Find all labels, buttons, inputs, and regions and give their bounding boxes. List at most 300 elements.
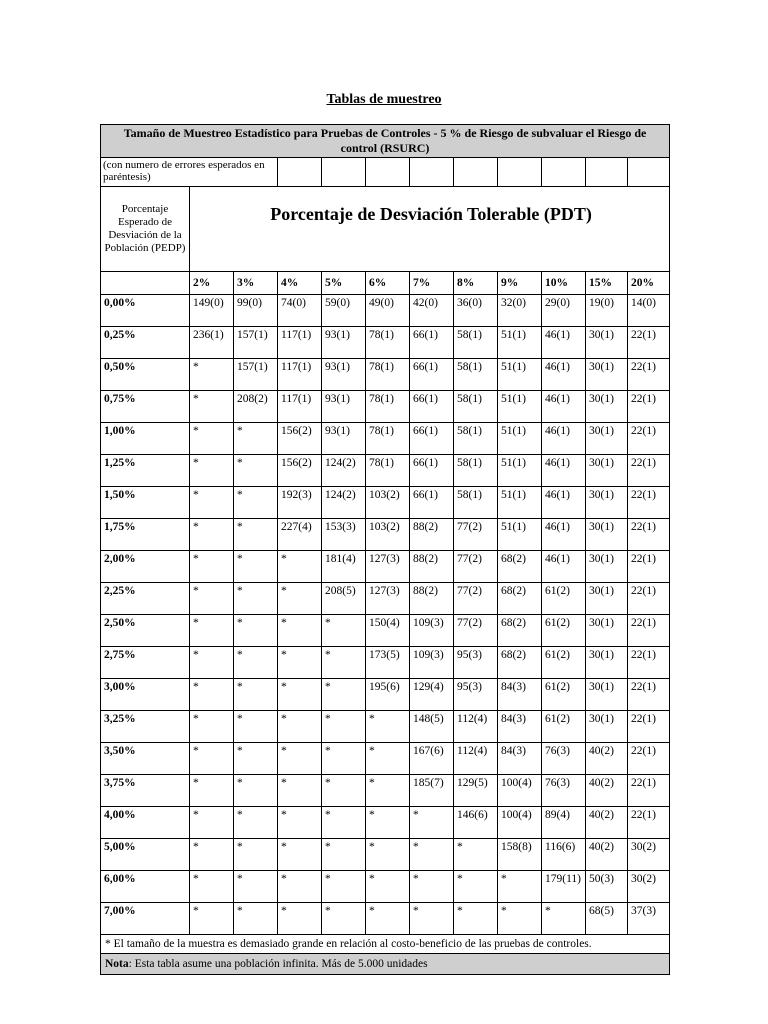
table-cell [366,647,410,679]
table-row [101,391,670,423]
cell-value: * [193,361,199,373]
cell-value: 77(2) [457,553,482,565]
table-cell [498,871,542,903]
table-cell [366,551,410,583]
empty-cell [366,158,410,187]
table-cell [498,487,542,519]
table-cell [190,519,234,551]
table-cell [322,487,366,519]
table-cell [628,583,670,615]
cell-value: * [237,905,243,917]
table-cell [190,679,234,711]
table-cell [278,583,322,615]
cell-value: * [237,617,243,629]
cell-value: 129(5) [457,777,488,789]
cell-value: * [193,713,199,725]
table-cell [366,487,410,519]
cell-value: 103(2) [369,489,400,501]
cell-value: 192(3) [281,489,312,501]
cell-value: 22(1) [631,809,656,821]
table-cell [498,903,542,935]
table-cell [366,519,410,551]
table-cell [628,519,670,551]
table-cell [628,711,670,743]
table-cell [454,583,498,615]
table-cell [190,295,234,327]
table-cell [322,839,366,871]
table-cell [454,295,498,327]
table-cell [586,583,628,615]
table-cell [628,551,670,583]
table-cell [190,743,234,775]
table-cell [454,551,498,583]
table-cell [322,295,366,327]
table-cell [278,807,322,839]
cell-value: * [193,585,199,597]
cell-value: 58(1) [457,489,482,501]
cell-value: 30(1) [589,617,614,629]
row-label: 1,25% [101,455,190,487]
empty-cell [410,158,454,187]
table-cell [322,359,366,391]
cell-value: 78(1) [369,457,394,469]
cell-value: 46(1) [545,489,570,501]
empty-cell [498,158,542,187]
cell-value: * [281,809,287,821]
cell-value: 99(0) [237,297,262,309]
cell-value: 30(1) [589,329,614,341]
table-cell [542,583,586,615]
row-label: 2,75% [101,647,190,679]
table-cell [542,455,586,487]
table-cell [586,679,628,711]
table-cell [454,807,498,839]
table-cell [542,327,586,359]
page-title: Tablas de muestreo [326,92,442,107]
table-cell [322,423,366,455]
cell-value: 46(1) [545,521,570,533]
cell-value: 51(1) [501,361,526,373]
table-cell [322,647,366,679]
cell-value: 46(1) [545,393,570,405]
cell-value: 58(1) [457,425,482,437]
cell-value: * [193,649,199,661]
table-cell [366,295,410,327]
cell-value: * [193,873,199,885]
cell-value: 127(3) [369,585,400,597]
cell-value: 58(1) [457,329,482,341]
cell-value: 208(5) [325,585,356,597]
table-cell [586,903,628,935]
cell-value: * [193,393,199,405]
cell-value: * [457,873,463,885]
table-cell [586,359,628,391]
table-cell [322,743,366,775]
table-cell [366,391,410,423]
cell-value: 185(7) [413,777,444,789]
cell-value: 59(0) [325,297,350,309]
empty-cell [542,158,586,187]
table-cell [498,775,542,807]
cell-value: * [325,809,331,821]
cell-value: 30(1) [589,393,614,405]
cell-value: 46(1) [545,553,570,565]
table-row [101,583,670,615]
cell-value: 103(2) [369,521,400,533]
cell-value: 30(2) [631,873,656,885]
cell-value: * [501,873,507,885]
cell-value: 22(1) [631,425,656,437]
cell-value: 173(5) [369,649,400,661]
cell-value: 181(4) [325,553,356,565]
cell-value: * [325,841,331,853]
cell-value: 46(1) [545,425,570,437]
table-cell [278,743,322,775]
cell-value: * [237,809,243,821]
table-cell [234,359,278,391]
cell-value: * [281,745,287,757]
table-cell [234,519,278,551]
footnote-row [101,935,670,954]
table-row [101,679,670,711]
nota-text: : Esta tabla asume una población infinita. Más de 5.000 unidades [128,958,428,970]
row-label: 2,00% [101,551,190,583]
cell-value: 61(2) [545,585,570,597]
table-cell [410,743,454,775]
table-cell [366,743,410,775]
cell-value: * [281,873,287,885]
empty-cell [101,272,190,295]
table-row [101,519,670,551]
table-cell [322,391,366,423]
table-cell [366,903,410,935]
cell-value: 46(1) [545,361,570,373]
column-header: 7% [410,272,454,295]
table-cell [498,327,542,359]
row-label: 1,00% [101,423,190,455]
table-cell [454,871,498,903]
cell-value: 93(1) [325,329,350,341]
cell-value: 40(2) [589,745,614,757]
table-cell [366,807,410,839]
table-cell [410,615,454,647]
cell-value: * [237,777,243,789]
row-label: 0,00% [101,295,190,327]
table-cell [410,807,454,839]
table-cell [628,615,670,647]
table-cell [278,295,322,327]
table-row [101,295,670,327]
table-row [101,487,670,519]
table-cell [234,871,278,903]
cell-value: 22(1) [631,617,656,629]
empty-cell [454,158,498,187]
table-cell [498,583,542,615]
cell-value: * [237,745,243,757]
table-cell [542,839,586,871]
table-cell [322,711,366,743]
table-cell [322,327,366,359]
table-cell [234,903,278,935]
table-cell [498,711,542,743]
cell-value: * [193,905,199,917]
row-label: 1,50% [101,487,190,519]
table-cell [410,903,454,935]
cell-value: 46(1) [545,457,570,469]
cell-value: * [237,425,243,437]
cell-value: * [281,681,287,693]
cell-value: 167(6) [413,745,444,757]
table-cell [234,839,278,871]
table-cell [322,455,366,487]
table-cell [628,743,670,775]
table-cell [586,391,628,423]
table-cell [586,615,628,647]
cell-value: 68(2) [501,649,526,661]
cell-value: * [281,713,287,725]
cell-value: 66(1) [413,361,438,373]
cell-value: * [237,521,243,533]
cell-value: 78(1) [369,329,394,341]
cell-value: 22(1) [631,777,656,789]
table-cell [628,871,670,903]
cell-value: 129(4) [413,681,444,693]
table-cell [278,903,322,935]
table-cell [410,359,454,391]
nota-row [101,954,670,975]
table-cell [542,551,586,583]
table-cell [628,391,670,423]
cell-value: 61(2) [545,681,570,693]
table-cell [586,551,628,583]
table-cell [454,743,498,775]
cell-value: 22(1) [631,681,656,693]
table-cell [628,295,670,327]
table-cell [190,551,234,583]
table-cell [190,839,234,871]
table-cell [322,551,366,583]
cell-value: 157(1) [237,329,268,341]
table-cell [190,423,234,455]
table-cell [190,455,234,487]
table-cell [234,775,278,807]
table-cell [498,839,542,871]
table-cell [410,519,454,551]
cell-value: 153(3) [325,521,356,533]
cell-value: 89(4) [545,809,570,821]
cell-value: 117(1) [281,329,312,341]
table-cell [410,647,454,679]
cell-value: 30(1) [589,521,614,533]
table-cell [234,327,278,359]
cell-value: * [193,841,199,853]
table-cell [498,551,542,583]
cell-value: * [325,617,331,629]
table-cell [454,615,498,647]
cell-value: 30(1) [589,489,614,501]
cell-value: 100(4) [501,809,532,821]
table-cell [586,647,628,679]
cell-value: * [193,777,199,789]
cell-value: 93(1) [325,361,350,373]
table-cell [498,519,542,551]
table-cell [278,775,322,807]
cell-value: * [369,873,375,885]
table-cell [542,647,586,679]
cell-value: 58(1) [457,393,482,405]
cell-value: 50(3) [589,873,614,885]
table-cell [190,327,234,359]
cell-value: 22(1) [631,457,656,469]
cell-value: 22(1) [631,489,656,501]
cell-value: * [193,457,199,469]
cell-value: 40(2) [589,841,614,853]
cell-value: 124(2) [325,457,356,469]
table-cell [542,295,586,327]
cell-value: 30(2) [631,841,656,853]
table-cell [586,871,628,903]
cell-value: 84(3) [501,713,526,725]
table-cell [586,519,628,551]
cell-value: * [237,457,243,469]
table-cell [410,391,454,423]
table-cell [410,871,454,903]
table-cell [410,583,454,615]
cell-value: 112(4) [457,745,488,757]
cell-value: 77(2) [457,585,482,597]
table-cell [190,807,234,839]
cell-value: * [545,905,551,917]
table-cell [410,327,454,359]
column-header: 15% [586,272,628,295]
column-header: 4% [278,272,322,295]
table-cell [278,487,322,519]
table-cell [234,807,278,839]
cell-value: 88(2) [413,553,438,565]
cell-value: * [281,585,287,597]
table-cell [190,615,234,647]
cell-value: * [413,809,419,821]
cell-value: 76(3) [545,745,570,757]
table-cell [410,295,454,327]
table-cell [628,327,670,359]
cell-value: 76(3) [545,777,570,789]
row-label: 5,00% [101,839,190,871]
cell-value: 22(1) [631,329,656,341]
table-cell [542,775,586,807]
table-cell [278,423,322,455]
row-label: 7,00% [101,903,190,935]
row-label: 0,50% [101,359,190,391]
table-cell [586,807,628,839]
empty-cell [322,158,366,187]
table-cell [322,583,366,615]
nota [101,954,670,975]
column-header: 9% [498,272,542,295]
table-row [101,423,670,455]
cell-value: 109(3) [413,649,444,661]
table-cell [190,711,234,743]
table-cell [498,455,542,487]
cell-value: 84(3) [501,681,526,693]
cell-value: 30(1) [589,553,614,565]
cell-value: 88(2) [413,521,438,533]
cell-value: 157(1) [237,361,268,373]
cell-value: 22(1) [631,393,656,405]
pedp-label: Porcentaje Esperado de Desviación de la Población (PEDP) [101,187,190,272]
table-row [101,455,670,487]
cell-value: 95(3) [457,681,482,693]
cell-value: 51(1) [501,393,526,405]
cell-value: 40(2) [589,777,614,789]
table-cell [278,679,322,711]
table-cell [234,423,278,455]
table-row [101,743,670,775]
row-label: 6,00% [101,871,190,903]
table-cell [628,487,670,519]
table-cell [586,423,628,455]
table-cell [234,455,278,487]
cell-value: 51(1) [501,457,526,469]
table-cell [190,871,234,903]
cell-value: 51(1) [501,489,526,501]
table-title-row [101,125,670,158]
table-cell [234,391,278,423]
table-cell [366,775,410,807]
table-cell [498,295,542,327]
cell-value: 61(2) [545,713,570,725]
cell-value: * [325,745,331,757]
cell-value: 30(1) [589,649,614,661]
cell-value: 124(2) [325,489,356,501]
table-cell [454,679,498,711]
table-cell [278,391,322,423]
table-title: Tamaño de Muestreo Estadístico para Pruebas de Controles - 5 % de Riesgo de subvaluar el Riesgo de control (RSURC) [101,125,670,158]
table-cell [586,775,628,807]
table-cell [190,391,234,423]
cell-value: * [369,745,375,757]
cell-value: 78(1) [369,361,394,373]
table-cell [410,551,454,583]
column-header: 20% [628,272,670,295]
cell-value: * [237,553,243,565]
table-cell [454,903,498,935]
cell-value: * [237,489,243,501]
table-cell [628,679,670,711]
table-cell [278,871,322,903]
cell-value: 78(1) [369,393,394,405]
cell-value: 22(1) [631,361,656,373]
cell-value: * [501,905,507,917]
cell-value: * [237,713,243,725]
cell-value: * [281,777,287,789]
table-row [101,327,670,359]
cell-value: * [237,841,243,853]
table-cell [366,455,410,487]
cell-value: * [237,681,243,693]
table-cell [366,327,410,359]
table-cell [366,615,410,647]
cell-value: 84(3) [501,745,526,757]
column-header: 6% [366,272,410,295]
cell-value: 42(0) [413,297,438,309]
table-cell [234,295,278,327]
table-cell [586,295,628,327]
nota-label: Nota [105,958,129,970]
cell-value: 32(0) [501,297,526,309]
cell-value: * [413,841,419,853]
column-header: 3% [234,272,278,295]
